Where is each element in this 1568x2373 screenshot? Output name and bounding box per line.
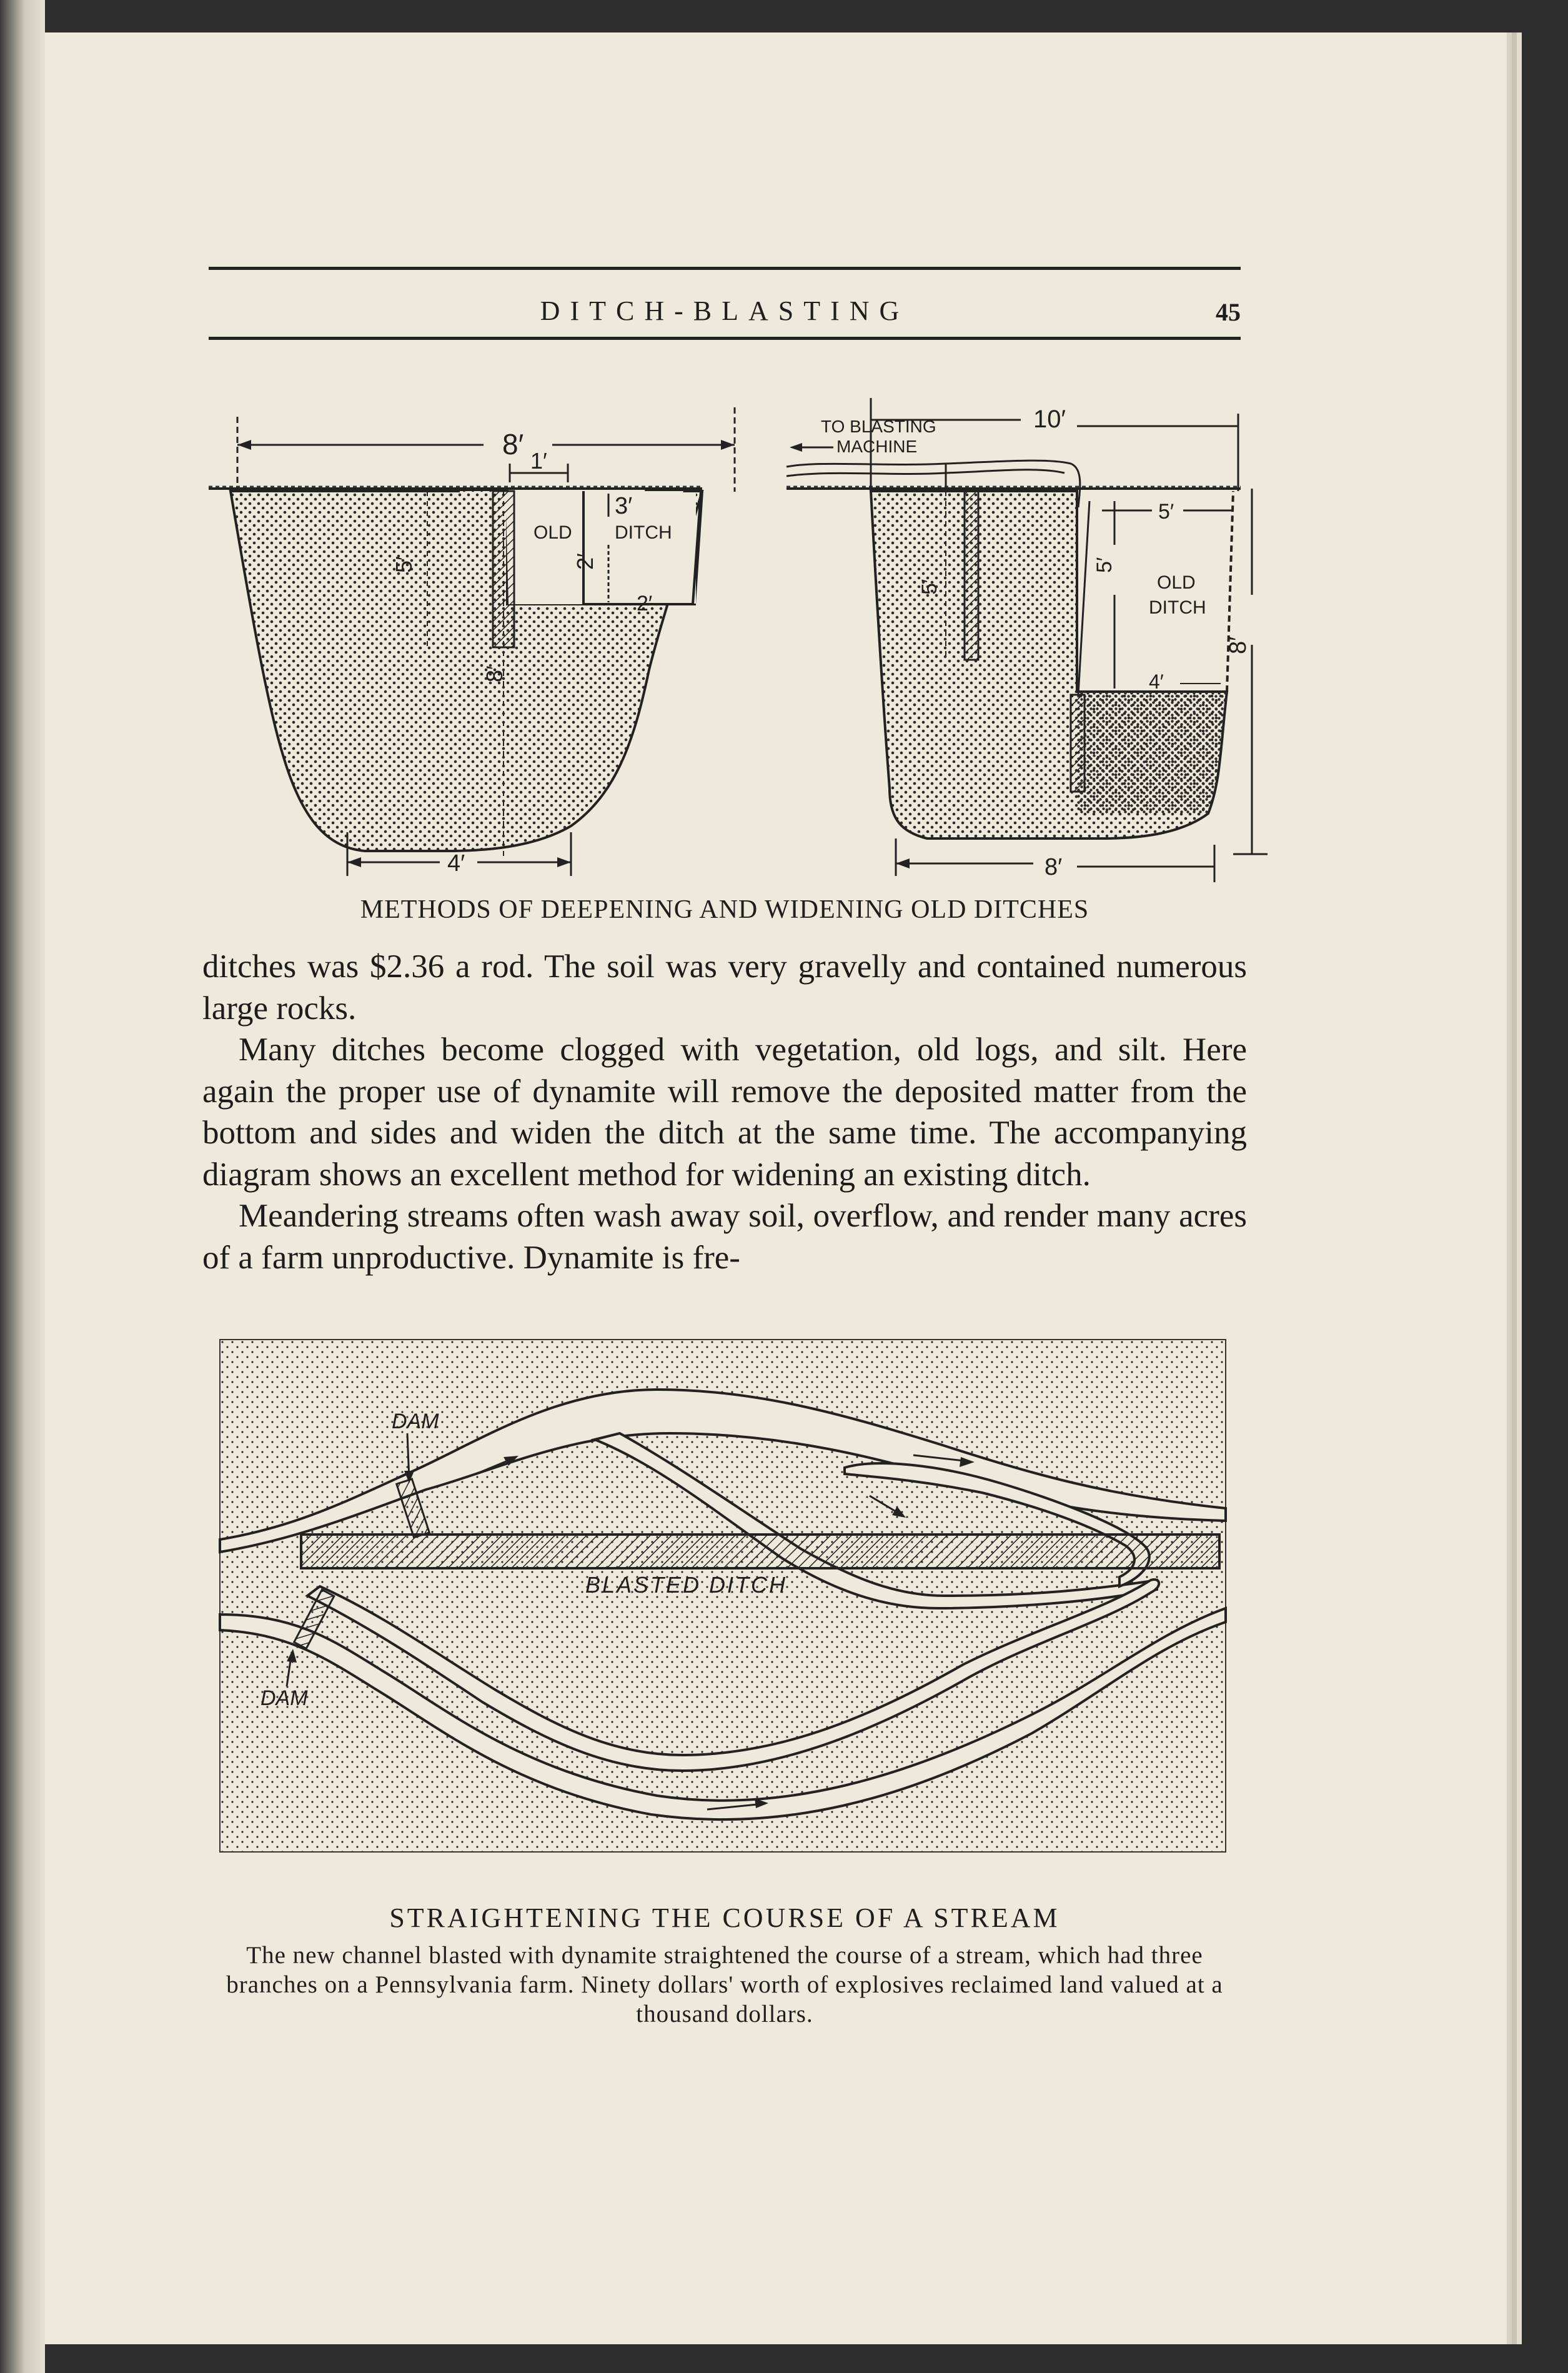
right-8ft-height-label: 8′ xyxy=(1225,636,1251,654)
right-5ft-side-label: 5′ xyxy=(1093,557,1116,573)
figure2-caption-body: The new channel blasted with dynamite straightened the course of a stream, which had three branches on a Pennsylvania farm. Ninety dollars' worth of explosives reclaimed land valued at a thousand dollars. xyxy=(226,1942,1223,2027)
running-title: DITCH-BLASTING xyxy=(540,296,910,326)
figure2-caption-title: STRAIGHTENING THE COURSE OF A STREAM xyxy=(389,1903,1060,1933)
left-ditch-label: DITCH xyxy=(615,522,672,543)
blasted-ditch xyxy=(301,1535,1219,1568)
left-small-width-label: 1′ xyxy=(530,448,547,474)
right-ditch-diagram xyxy=(786,398,1268,882)
paragraph-1: ditches was $2.36 a rod. The soil was very gravelly and contained numerous large rocks. xyxy=(202,948,1247,1027)
right-5ft-top-label: 5′ xyxy=(1158,500,1174,524)
ditch-cross-section-figure xyxy=(209,357,1251,888)
paragraph-3: Meandering streams often wash away soil, overflow, and render many acres of a farm unproductive. Dynamite is fre- xyxy=(202,1198,1247,1276)
right-4ft-label: 4′ xyxy=(1149,670,1164,693)
left-2ft-depth-label: 2′ xyxy=(572,553,598,570)
left-8ft-label: 8′ xyxy=(482,665,507,682)
left-width-label: 8′ xyxy=(502,428,524,460)
header-rule-top xyxy=(209,267,1241,270)
left-old-label: OLD xyxy=(533,522,572,543)
left-3ft-label: 3′ xyxy=(615,493,633,519)
left-bottom-width-label: 4′ xyxy=(447,850,465,877)
paragraph-2: Many ditches become clogged with vegetation, old logs, and silt. Here again the proper use of dynamite will remove the deposited matter from the bottom and sides and widen the ditch at the same time. The accompanying diagram shows an excellent method for widening an existing ditch. xyxy=(202,1032,1247,1193)
to-blasting-label: TO BLASTING xyxy=(821,417,936,436)
figure1-caption: METHODS OF DEEPENING AND WIDENING OLD DITCHES xyxy=(360,895,1089,924)
page-number: 45 xyxy=(1216,298,1241,326)
machine-label: MACHINE xyxy=(836,437,918,456)
right-ditch-label: DITCH xyxy=(1149,597,1206,618)
left-ditch-diagram xyxy=(209,407,735,877)
dam-bottom-label: DAM xyxy=(261,1686,308,1710)
book-page xyxy=(45,32,1507,2344)
left-2ft-bottom-label: 2′ xyxy=(637,592,653,615)
book-binding xyxy=(0,0,45,2373)
blasted-ditch-label: BLASTED DITCH xyxy=(585,1572,788,1598)
running-head xyxy=(209,295,1241,332)
body-text xyxy=(202,946,1247,1278)
right-width-label: 10′ xyxy=(1033,405,1066,433)
header-rule-bottom xyxy=(209,337,1241,340)
dynamite-charge-right-b xyxy=(1071,695,1084,792)
dam-top-label: DAM xyxy=(392,1410,439,1433)
stream-straightening-figure xyxy=(220,1340,1226,1852)
left-5ft-label: 5′ xyxy=(391,556,417,573)
right-5ft-charge-label: 5′ xyxy=(918,579,941,595)
right-old-label: OLD xyxy=(1157,572,1196,593)
right-bottom-width-label: 8′ xyxy=(1045,854,1063,880)
dynamite-charge-right-a xyxy=(965,491,978,660)
